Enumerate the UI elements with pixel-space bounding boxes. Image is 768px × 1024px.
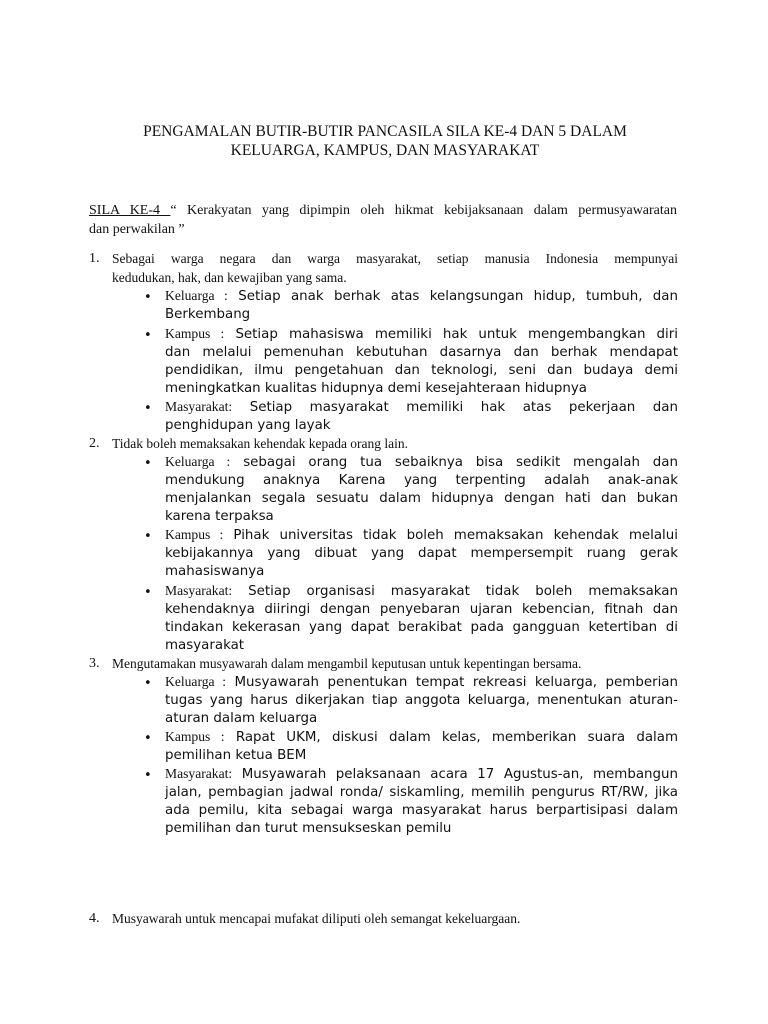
bullet-line: Berkembang <box>165 307 251 322</box>
bullet-icon: • <box>144 768 152 783</box>
sila-quote-line-1: “ Kerakyatan yang dipimpin oleh hikmat kebijaksanaan dalam permusyawaratan <box>170 203 677 218</box>
document-title-line-2: KELUARGA, KAMPUS, DAN MASYARAKAT <box>230 142 540 159</box>
bullet-icon: • <box>144 290 152 305</box>
sila-label: SILA KE-4 <box>89 203 171 218</box>
item-number: 3. <box>89 656 100 671</box>
document-title-line-1: PENGAMALAN BUTIR-BUTIR PANCASILA SILA KE-4 DAN 5 DALAM <box>143 123 627 140</box>
bullet-line: meningkatkan kualitas hidupnya demi kesejahteraan hidupnya <box>165 381 588 396</box>
bullet-line: kebijakannya yang dibuat yang dapat mempersempit ruang gerak <box>165 546 678 561</box>
bullet-line: dan melalui pemenuhan kebutuhan dasarnya dan berhak mendapat <box>165 345 678 360</box>
bullet-line: Masyarakat: Setiap organisasi masyarakat tidak boleh memaksakan <box>165 583 678 599</box>
bullet-label: Keluarga : <box>165 454 231 469</box>
bullet-line: mendukung anaknya Karena yang terpenting adalah anak-anak <box>165 473 678 488</box>
bullet-line: pendidikan, ilmu pengetahuan dan teknologi, seni dan budaya demi <box>165 363 678 378</box>
bullet-line: penghidupan yang layak <box>165 418 331 433</box>
bullet-label: Kampus : <box>165 326 225 341</box>
bullet-line: ada pemilu, kita sebagai warga masyarakat harus berpartisipasi dalam <box>165 803 678 818</box>
bullet-line: pemilihan dan turut mensukseskan pemilu <box>165 821 452 836</box>
bullet-line: Kampus : Rapat UKM, diskusi dalam kelas, memberikan suara dalam <box>165 729 678 745</box>
bullet-label: Kampus : <box>165 527 224 542</box>
bullet-label: Masyarakat: <box>165 399 233 414</box>
item-number: 1. <box>89 251 100 266</box>
bullet-label: Keluarga : <box>165 288 228 303</box>
bullet-icon: • <box>144 328 152 343</box>
bullet-line: Keluarga : Setiap anak berhak atas kelangsungan hidup, tumbuh, dan <box>165 288 679 304</box>
bullet-line: kehendaknya diiringi dengan penyebaran ujaran kebencian, fitnah dan <box>165 602 678 617</box>
bullet-line: Kampus : Pihak universitas tidak boleh memaksakan kehendak melalui <box>165 527 678 543</box>
bullet-icon: • <box>144 731 152 746</box>
bullet-line: aturan dalam keluarga <box>165 711 318 726</box>
item-text-line-1: Sebagai warga negara dan warga masyarakat, setiap manusia Indonesia mempunyai <box>112 251 678 266</box>
bullet-icon: • <box>144 585 152 600</box>
bullet-line: Masyarakat: Musyawarah pelaksanaan acara 17 Agustus-an, membangun <box>165 766 678 782</box>
item-number: 2. <box>89 436 100 451</box>
bullet-line: tugas yang harus dikerjakan tiap anggota keluarga, menentukan aturan- <box>165 693 678 708</box>
item-text-line-1: Musyawarah untuk mencapai mufakat diliputi oleh semangat kekeluargaan. <box>112 911 521 926</box>
bullet-label: Masyarakat: <box>165 766 233 781</box>
bullet-line: Masyarakat: Setiap masyarakat memiliki hak atas pekerjaan dan <box>165 399 678 415</box>
bullet-icon: • <box>144 456 152 471</box>
item-text-line-1: Mengutamakan musyawarah dalam mengambil keputusan untuk kepentingan bersama. <box>112 656 582 671</box>
item-text-line-2: kedudukan, hak, dan kewajiban yang sama. <box>112 270 347 285</box>
item-text-line-1: Tidak boleh memaksakan kehendak kepada orang lain. <box>112 436 409 451</box>
sila-heading <box>89 203 677 219</box>
bullet-line: karena terpaksa <box>165 509 274 524</box>
bullet-line: jalan, pembagian jadwal ronda/ siskamling, memilih pengurus RT/RW, jika <box>165 785 678 800</box>
bullet-line: menjalankan segala sesuatu dalam hidupnya dengan hati dan bukan <box>165 491 678 506</box>
bullet-line: Keluarga : Musyawarah penentukan tempat rekreasi keluarga, pemberian <box>165 674 678 690</box>
bullet-label: Keluarga : <box>165 674 226 689</box>
bullet-icon: • <box>144 529 152 544</box>
bullet-icon: • <box>144 401 152 416</box>
item-number: 4. <box>89 911 100 926</box>
bullet-line: Keluarga : sebagai orang tua sebaiknya bisa sedikit mengalah dan <box>165 454 678 470</box>
bullet-line: Kampus : Setiap mahasiswa memiliki hak untuk mengembangkan diri <box>165 326 678 342</box>
bullet-label: Kampus : <box>165 729 225 744</box>
bullet-icon: • <box>144 676 152 691</box>
bullet-line: tindakan kekerasan yang dapat berakibat pada gangguan ketertiban di <box>165 620 678 635</box>
bullet-line: pemilihan ketua BEM <box>165 748 307 763</box>
bullet-line: masyarakat <box>165 638 245 653</box>
bullet-label: Masyarakat: <box>165 583 233 598</box>
sila-quote-line-2: dan perwakilan ” <box>89 222 185 237</box>
bullet-line: mahasiswanya <box>165 564 265 579</box>
